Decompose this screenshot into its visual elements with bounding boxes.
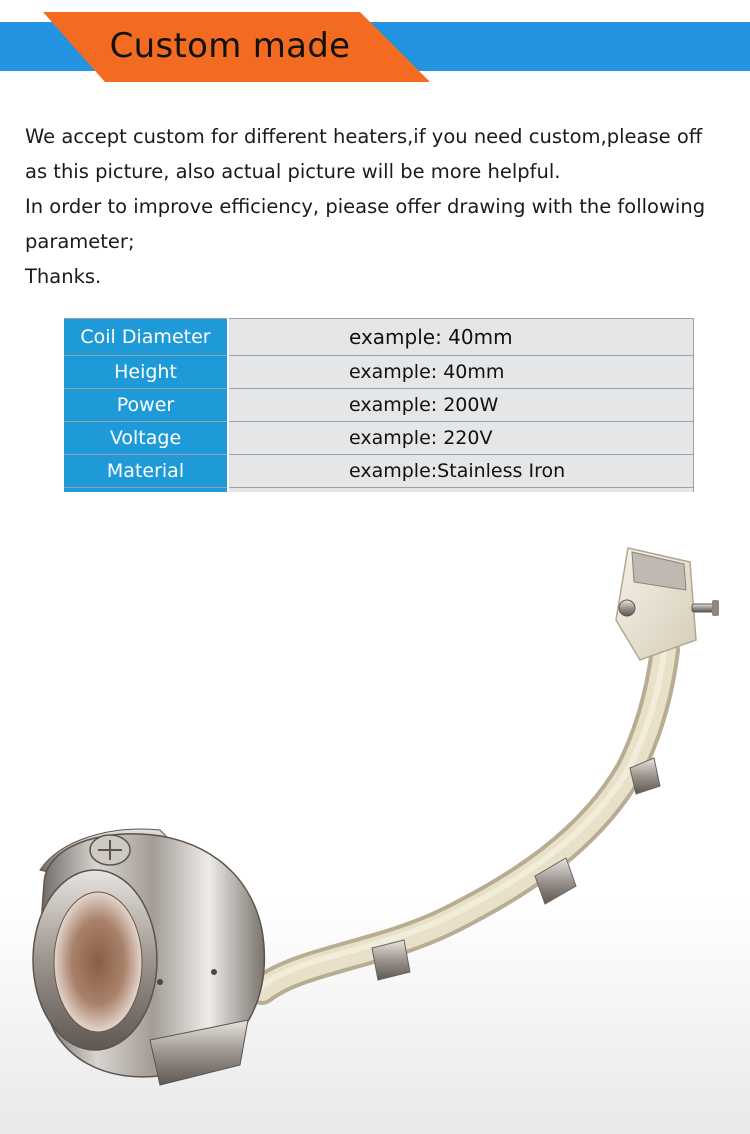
intro-line: We accept custom for different heaters,if you need custom,please off [25, 125, 703, 148]
param-value-cell: example: 40mm [228, 356, 694, 389]
parameter-table [64, 318, 694, 492]
param-name-cell: Height [64, 356, 228, 389]
band-heater-illustration [0, 520, 750, 1134]
banner-title: Custom made [109, 26, 351, 66]
param-value-cell-empty [228, 488, 694, 493]
intro-paragraph [25, 119, 743, 294]
param-name-cell: Voltage [64, 422, 228, 455]
intro-line: as this picture, also actual picture will be more helpful. [25, 160, 561, 183]
table-row [64, 422, 694, 455]
table-row [64, 455, 694, 488]
param-name-cell: Coil Diameter [64, 319, 228, 356]
param-value-cell: example: 220V [228, 422, 694, 455]
product-photo [0, 520, 750, 1134]
intro-line: Thanks. [25, 265, 102, 288]
param-value-cell: example:Stainless Iron [228, 455, 694, 488]
param-value-cell: example: 40mm [228, 319, 694, 356]
header-banner [0, 0, 750, 95]
table-row [64, 356, 694, 389]
param-name-cell-empty [64, 488, 228, 493]
param-value-cell: example: 200W [228, 389, 694, 422]
table-row-empty [64, 488, 694, 493]
intro-line: parameter; [25, 230, 135, 253]
intro-line: In order to improve efficiency, piease offer drawing with the following [25, 195, 706, 218]
table-row [64, 319, 694, 356]
param-name-cell: Material [64, 455, 228, 488]
param-name-cell: Power [64, 389, 228, 422]
table-row [64, 389, 694, 422]
